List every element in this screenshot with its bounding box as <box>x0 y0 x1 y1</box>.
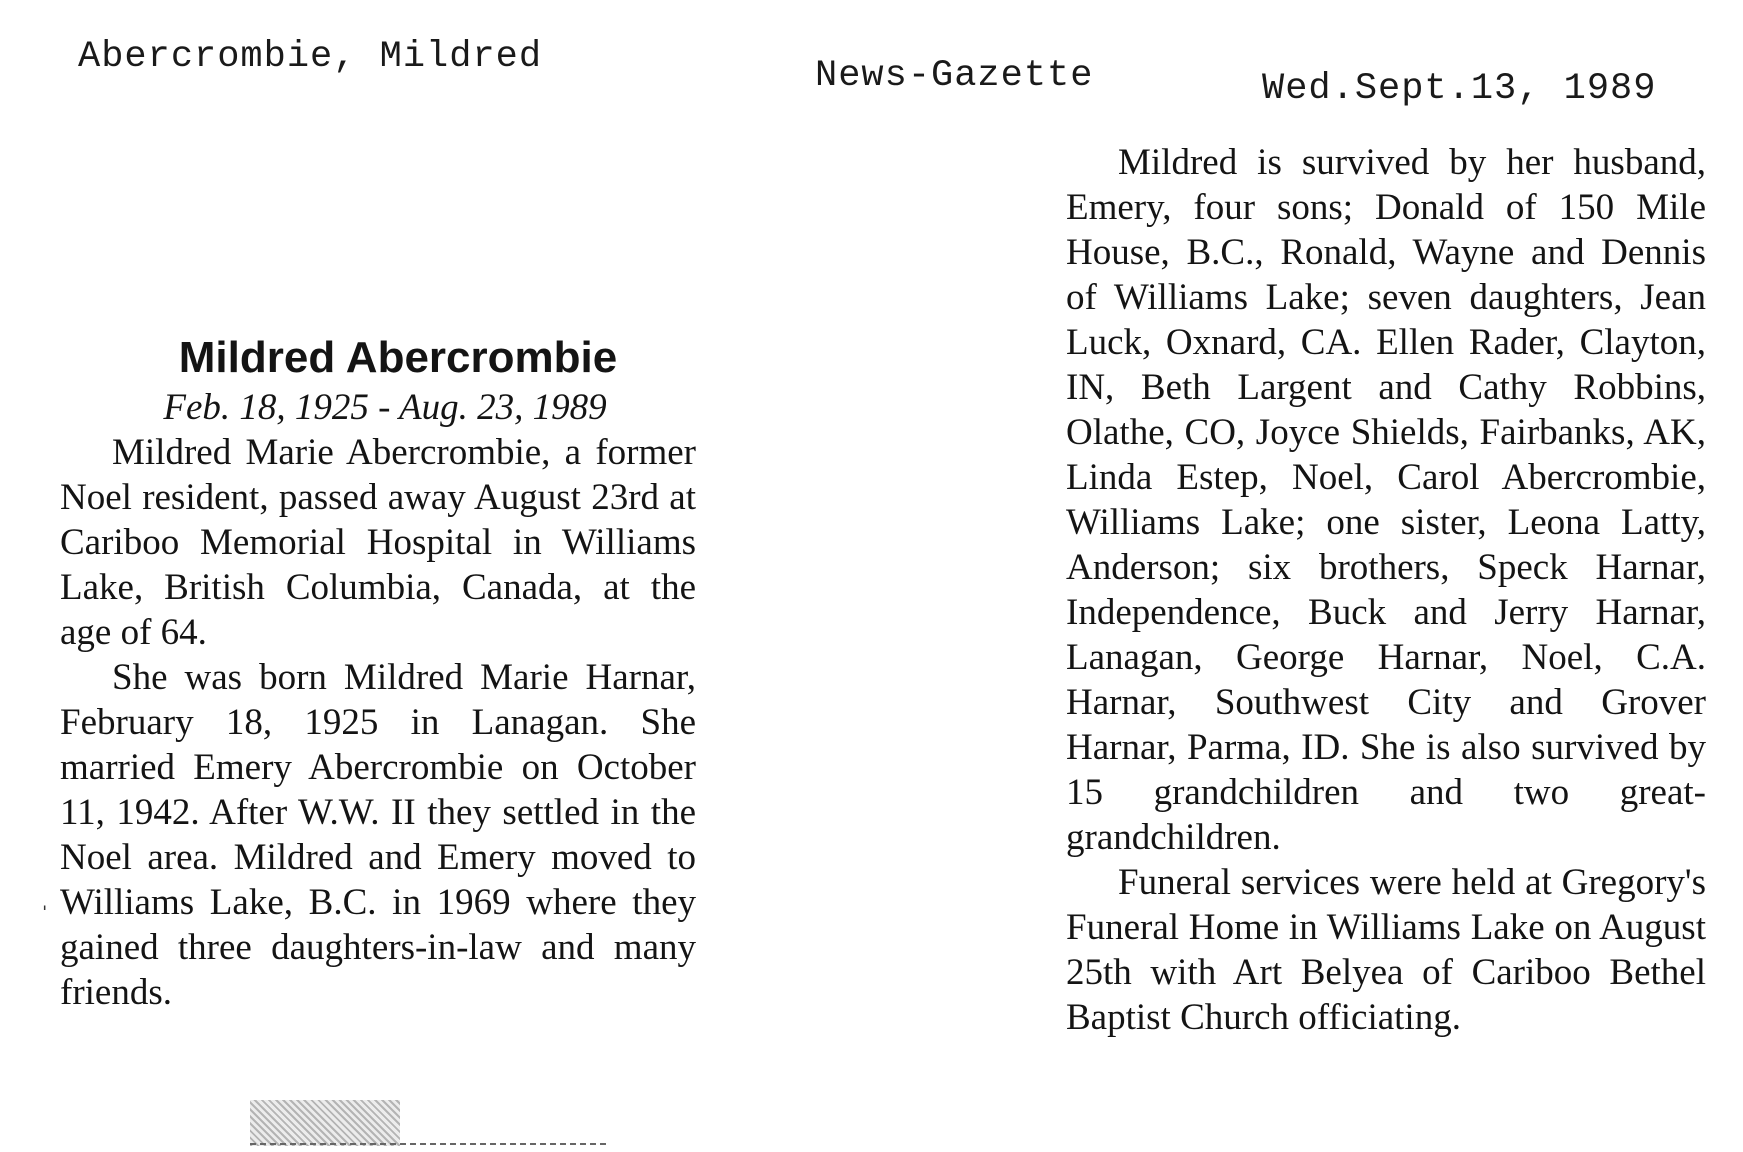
obituary-right-column <box>1066 140 1706 1040</box>
obituary-paragraph-death: Mildred Marie Abercrombie, a former Noel resident, passed away August 23rd at Cariboo Memorial Hospital in Williams Lake, British Columbia, Canada, at the age of 64. <box>60 432 696 653</box>
typed-surname-label: Abercrombie, Mildred <box>78 36 543 78</box>
obituary-paragraph-life: She was born Mildred Marie Harnar, February 18, 1925 in Lanagan. She married Emery Abercrombie on October 11, 1942. After W.W. II they settled in the Noel area. Mildred and Emery moved to Williams Lake, B.C. in 1969 where they gained three daughters-in-law and many friends. <box>60 657 696 1013</box>
obituary-left-column <box>60 330 700 1015</box>
obituary-dates: Feb. 18, 1925 - Aug. 23, 1989 <box>163 387 607 428</box>
clipping-edge-line <box>250 1143 610 1145</box>
clipping-photo-fragment <box>250 1100 400 1146</box>
margin-mark: ˌ <box>40 880 50 911</box>
obituary-paragraph-survivors: Mildred is survived by her husband, Emery, four sons; Donald of 150 Mile House, B.C., Ronald, Wayne and Dennis of Williams Lake; seven daughters, Jean Luck, Oxnard, CA. Ellen Rader, Clayton, IN, Beth Largent and Cathy Robbins, Olathe, CO, Joyce Shields, Fairbanks, AK, Linda Estep, Noel, Carol Abercrombie, Williams Lake; one sister, Leona Latty, Anderson; six brothers, Speck Harnar, Independence, Buck and Jerry Harnar, Lanagan, George Harnar, Noel, C.A. Harnar, Southwest City and Grover Harnar, Parma, ID. She is also survived by 15 grandchildren and two great-grandchildren. <box>1066 142 1706 858</box>
obituary-paragraph-funeral: Funeral services were held at Gregory's Funeral Home in Williams Lake on August 25th with Art Belyea of Cariboo Bethel Baptist Church officiating. <box>1066 862 1706 1038</box>
typed-newspaper-name: News-Gazette <box>815 55 1094 97</box>
typed-publication-date: Wed.Sept.13, 1989 <box>1262 68 1657 110</box>
obituary-title: Mildred Abercrombie <box>178 333 618 382</box>
